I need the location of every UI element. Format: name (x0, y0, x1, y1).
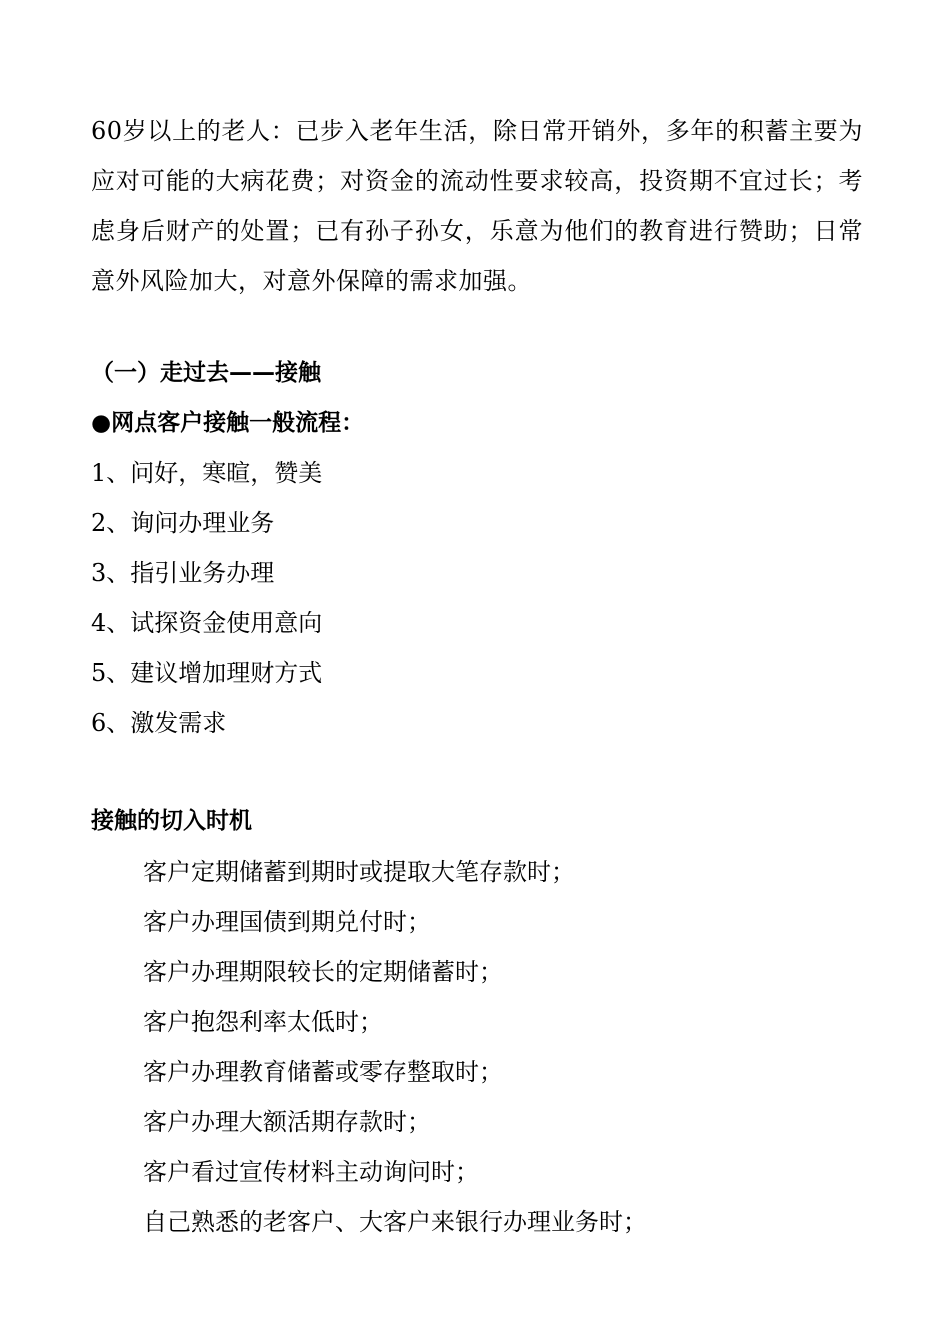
intro-paragraph: 60岁以上的老人：已步入老年生活，除日常开销外，多年的积蓄主要为应对可能的大病花费；对资金的流动性要求较高，投资期不宜过长；考虑身后财产的处置；已有孙子孙女，乐意为他们的教育进行赞助；日常意外风险加大，对意外保障的需求加强。 (91, 117, 863, 295)
contact-steps-list (91, 456, 322, 756)
flow-heading: ●网点客户接触一般流程： (91, 410, 365, 436)
list-item: 客户办理期限较长的定期储蓄时； (143, 958, 503, 986)
list-item: 2、询问办理业务 (91, 509, 275, 537)
timing-heading: 接触的切入时机 (91, 808, 252, 834)
list-item: 客户办理教育储蓄或零存整取时； (143, 1058, 503, 1086)
list-item: 自己熟悉的老客户、大客户来银行办理业务时； (143, 1208, 647, 1236)
list-item: 客户定期储蓄到期时或提取大笔存款时； (143, 858, 575, 886)
contact-timing-list (143, 855, 647, 1255)
list-item: 客户抱怨利率太低时； (143, 1008, 383, 1036)
list-item: 客户办理国债到期兑付时； (143, 908, 431, 936)
list-item: 5、建议增加理财方式 (91, 659, 323, 687)
list-item: 客户看过宣传材料主动询问时； (143, 1158, 479, 1186)
list-item: 1、问好，寒暄，赞美 (91, 459, 323, 487)
list-item: 客户办理大额活期存款时； (143, 1108, 431, 1136)
list-item: 3、指引业务办理 (91, 559, 275, 587)
list-item: 6、激发需求 (91, 709, 227, 737)
section-heading: （一）走过去——接触 (91, 360, 321, 386)
list-item: 4、试探资金使用意向 (91, 609, 323, 637)
